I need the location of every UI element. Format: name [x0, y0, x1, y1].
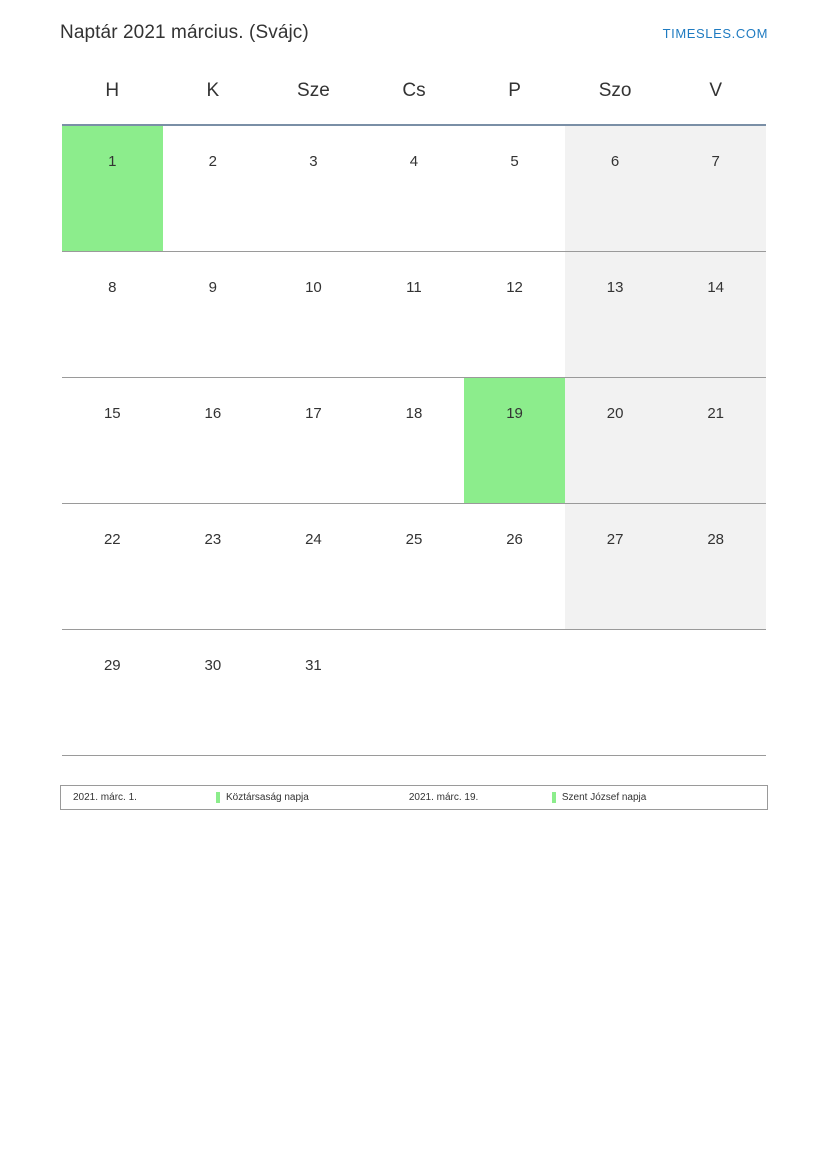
day-cell[interactable]: [163, 378, 264, 504]
day-cell[interactable]: [62, 125, 163, 252]
legend-date: 2021. márc. 1.: [73, 792, 137, 803]
day-cell[interactable]: [464, 252, 565, 378]
weekday-header-fri: P: [464, 80, 565, 125]
legend-color-swatch-icon: [552, 792, 556, 803]
day-number: 30: [204, 657, 222, 674]
day-cell-empty: [464, 630, 565, 756]
legend-color-swatch-icon: [216, 792, 220, 803]
day-cell[interactable]: [263, 378, 364, 504]
day-number: 15: [103, 405, 121, 422]
calendar-grid: [62, 80, 766, 756]
day-cell[interactable]: [163, 125, 264, 252]
day-number: 17: [305, 405, 322, 422]
calendar-head: [62, 80, 766, 125]
day-cell[interactable]: [565, 252, 666, 378]
day-cell[interactable]: [665, 252, 766, 378]
day-number: 25: [405, 531, 423, 548]
day-cell[interactable]: [163, 252, 264, 378]
day-number: 19: [506, 405, 523, 422]
calendar-week-row: [62, 504, 766, 630]
day-number: 18: [405, 405, 423, 422]
day-number: 9: [208, 279, 218, 296]
day-number: 11: [406, 279, 422, 296]
day-number: 14: [707, 279, 725, 296]
day-number: 24: [305, 531, 322, 548]
legend-date: 2021. márc. 19.: [408, 792, 479, 803]
day-number: 3: [309, 153, 318, 170]
weekday-header-row: [62, 80, 766, 125]
day-cell[interactable]: [163, 630, 264, 756]
day-cell[interactable]: [62, 252, 163, 378]
day-number: 16: [204, 405, 222, 422]
day-number: 6: [610, 153, 620, 170]
day-number: 26: [506, 531, 523, 548]
day-cell[interactable]: [263, 630, 364, 756]
day-number: 23: [204, 531, 222, 548]
legend-label: Köztársaság napja: [226, 792, 309, 803]
day-cell[interactable]: [665, 378, 766, 504]
day-number: 29: [103, 657, 121, 674]
weekday-header-tue: K: [163, 80, 264, 125]
day-number: 20: [606, 405, 624, 422]
day-cell-empty: [665, 630, 766, 756]
day-number: 4: [409, 153, 419, 170]
day-cell[interactable]: [263, 125, 364, 252]
day-cell[interactable]: [464, 378, 565, 504]
weekday-header-mon: H: [62, 80, 163, 125]
calendar-week-row: [62, 378, 766, 504]
day-number: 13: [606, 279, 624, 296]
day-number: 10: [305, 279, 322, 296]
day-cell[interactable]: [62, 504, 163, 630]
day-number: 8: [108, 279, 117, 296]
day-cell[interactable]: [364, 252, 465, 378]
day-cell[interactable]: [163, 504, 264, 630]
day-number: 7: [711, 153, 720, 170]
day-cell[interactable]: [263, 252, 364, 378]
day-cell[interactable]: [464, 125, 565, 252]
day-number: 28: [707, 531, 725, 548]
weekday-header-sat: Szo: [565, 80, 666, 125]
day-cell[interactable]: [263, 504, 364, 630]
weekday-header-thu: Cs: [364, 80, 465, 125]
weekday-header-sun: V: [665, 80, 766, 125]
calendar-week-row: [62, 125, 766, 252]
day-cell[interactable]: [62, 630, 163, 756]
day-cell[interactable]: [464, 504, 565, 630]
legend-entry: [397, 786, 647, 809]
day-cell[interactable]: [665, 125, 766, 252]
day-cell-empty: [565, 630, 666, 756]
brand-label: TIMESLES.COM: [662, 25, 768, 41]
day-number: 5: [510, 153, 519, 170]
day-number: 12: [506, 279, 523, 296]
day-cell[interactable]: [665, 504, 766, 630]
calendar-body: [62, 125, 766, 756]
page-header: [60, 18, 768, 48]
day-number: 1: [108, 153, 117, 170]
weekday-header-wed: Sze: [263, 80, 364, 125]
page-title: Naptár 2021 március. (Svájc): [60, 22, 309, 43]
day-cell[interactable]: [364, 378, 465, 504]
day-cell[interactable]: [62, 378, 163, 504]
day-cell[interactable]: [565, 378, 666, 504]
calendar-week-row: [62, 252, 766, 378]
day-number: 31: [305, 657, 322, 674]
day-cell[interactable]: [565, 125, 666, 252]
day-cell[interactable]: [565, 504, 666, 630]
day-number: 2: [208, 153, 218, 170]
holiday-legend: [60, 785, 768, 810]
day-number: 21: [707, 405, 725, 422]
day-cell-empty: [364, 630, 465, 756]
day-cell[interactable]: [364, 125, 465, 252]
legend-entry: [61, 786, 309, 809]
day-cell[interactable]: [364, 504, 465, 630]
calendar-week-row: [62, 630, 766, 756]
day-number: 22: [103, 531, 121, 548]
legend-label: Szent József napja: [561, 792, 647, 803]
day-number: 27: [606, 531, 624, 548]
